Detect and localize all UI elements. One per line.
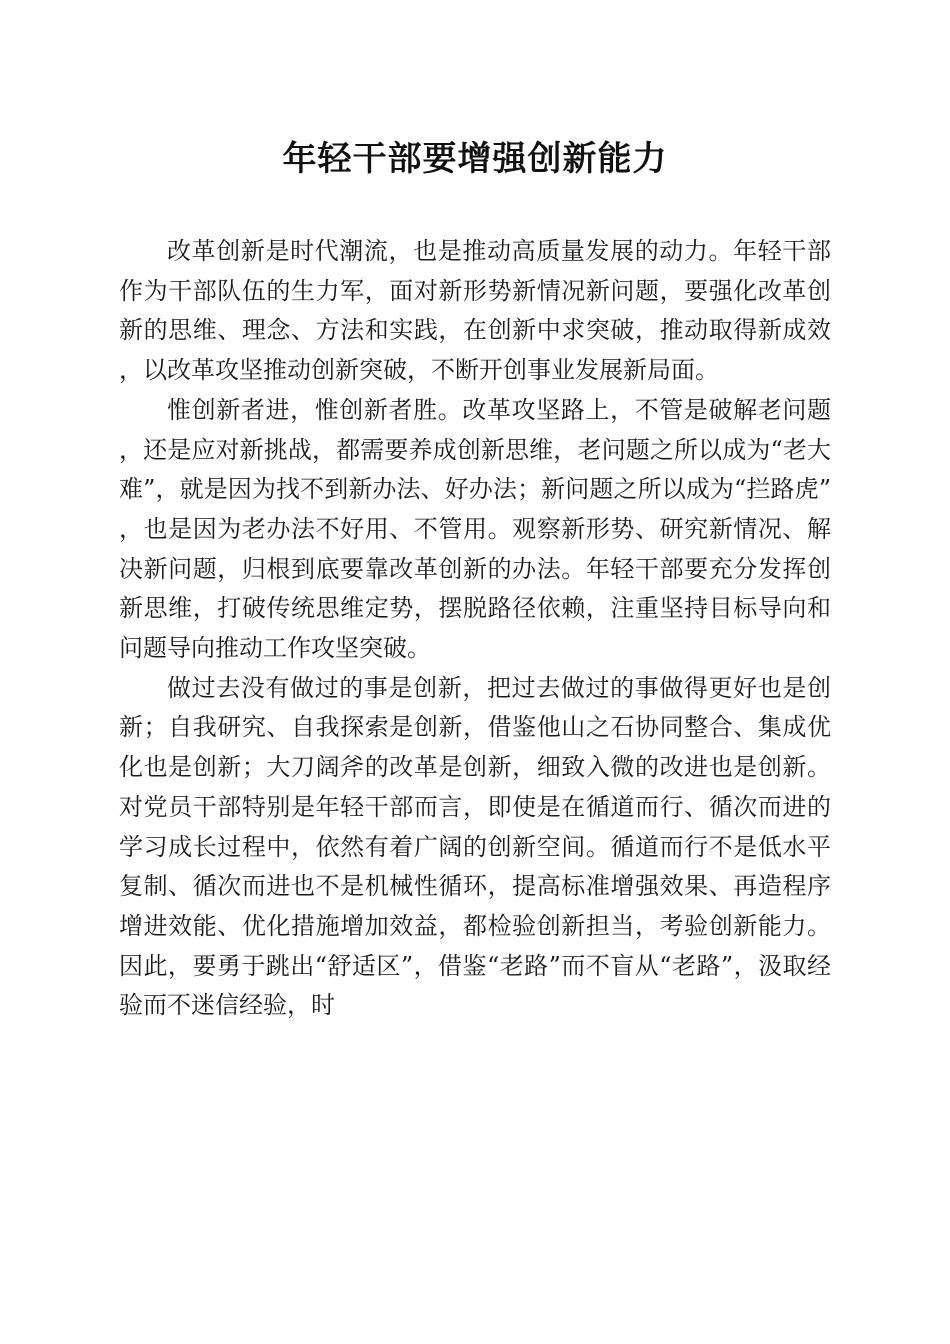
document-body — [119, 232, 831, 1026]
document-title: 年轻干部要增强创新能力 — [282, 139, 668, 179]
paragraph-1: 改革创新是时代潮流，也是推动高质量发展的动力。年轻干部作为干部队伍的生力军，面对新形势新情况新问题，要强化改革创新的思维、理念、方法和实践，在创新中求突破，推动取得新成效，以改革攻坚推动创新突破，不断开创事业发展新局面。 — [119, 237, 831, 385]
paragraph-3: 做过去没有做过的事是创新，把过去做过的事做得更好也是创新；自我研究、自我探索是创新，借鉴他山之石协同整合、集成优化也是创新；大刀阔斧的改革是创新，细致入微的改进也是创新。对党员干部特别是年轻干部而言，即使是在循道而行、循次而进的学习成长过程中，依然有着广阔的创新空间。循道而行不是低水平复制、循次而进也不是机械性循环，提高标准增强效果、再造程序增进效能、优化措施增加效益，都检验创新担当，考验创新能力。因此，要勇于跳出“舒适区”，借鉴“老路”而不盲从“老路”，汲取经验而不迷信经验，时 — [119, 673, 831, 1020]
paragraph-2: 惟创新者进，惟创新者胜。改革攻坚路上，不管是破解老问题，还是应对新挑战，都需要养成创新思维，老问题之所以成为“老大难”，就是因为找不到新办法、好办法；新问题之所以成为“拦路虎”，也是因为老办法不好用、不管用。观察新形势、研究新情况、解决新问题，归根到底要靠改革创新的办法。年轻干部要充分发挥创新思维，打破传统思维定势，摆脱路径依赖，注重坚持目标导向和问题导向推动工作攻坚突破。 — [119, 395, 831, 663]
